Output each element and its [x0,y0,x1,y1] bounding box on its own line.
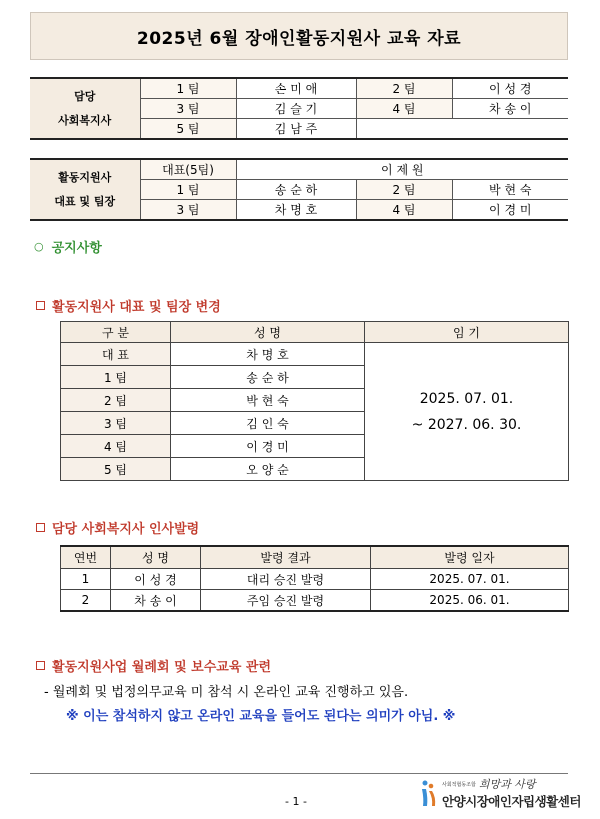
org-name: 안양시장애인자립생활센터 [442,794,581,809]
no-cell: 1 [61,569,111,590]
logo-small-text: 사회적협동조합 [442,781,476,788]
logo-slogan [442,776,535,792]
notice-heading-text: 공지사항 [51,241,102,256]
empty-cell [356,119,568,140]
org-logo [420,775,588,813]
table-row [61,343,569,366]
name-cell: 이 경 미 [171,435,365,458]
column-header: 연번 [61,546,111,569]
name-cell: 김 인 숙 [171,412,365,435]
date-cell: 2025. 06. 01. [371,590,569,612]
division-cell: 2 팀 [61,389,171,412]
title-box [30,12,568,60]
name-cell: 오 양 순 [171,458,365,481]
division-cell: 3 팀 [61,412,171,435]
column-header: 성 명 [111,546,201,569]
team-label: 5 팀 [140,119,236,140]
team-label: 2 팀 [356,180,452,200]
section1-heading-text: 활동지원사 대표 및 팀장 변경 [52,300,221,315]
term-cell [365,343,569,481]
name-cell: 송 순 하 [171,366,365,389]
team-member: 손 미 애 [236,78,356,99]
logo-mark-icon [420,779,436,807]
column-header: 임 기 [365,322,569,343]
section2-heading-text: 담당 사회복지사 인사발령 [52,522,200,537]
name-cell: 차 송 이 [111,590,201,612]
footer-divider [30,773,568,774]
term-start: 2025. 07. 01. [419,390,514,407]
section3-heading-text: 활동지원사업 월례회 및 보수교육 관련 [52,660,272,675]
team-leader: 송 순 하 [236,180,356,200]
role-line-2: 대표 및 팀장 [54,194,116,208]
division-cell: 대 표 [61,343,171,366]
circle-bullet-icon: ○ [34,240,44,253]
emphasis-note: ※ 이는 참석하지 않고 온라인 교육을 들어도 된다는 의미가 아님. ※ [66,709,456,724]
square-bullet-icon [36,523,45,532]
team-label: 3 팀 [140,99,236,119]
team-label: 3 팀 [140,200,236,221]
team-label: 1 팀 [140,78,236,99]
role-title-leader [30,159,140,220]
team-leader: 박 현 숙 [452,180,568,200]
result-cell: 대리 승진 발령 [201,569,371,590]
term-end: ~ 2027. 06. 30. [411,416,522,433]
team-member: 김 남 주 [236,119,356,140]
team-label: 4 팀 [356,200,452,221]
section2-heading [36,518,199,537]
personnel-table [60,545,569,612]
division-cell: 5 팀 [61,458,171,481]
square-bullet-icon [36,661,45,670]
column-header: 발령 결과 [201,546,371,569]
notice-heading [34,237,102,256]
team-member: 이 성 경 [452,78,568,99]
team-leader: 차 명 호 [236,200,356,221]
date-cell: 2025. 07. 01. [371,569,569,590]
role-title-social-worker [30,78,140,139]
team-label: 2 팀 [356,78,452,99]
section3-heading [36,656,271,675]
page-title: 2025년 6월 장애인활동지원사 교육 자료 [136,28,462,49]
no-cell: 2 [61,590,111,612]
name-cell: 박 현 숙 [171,389,365,412]
team-label: 4 팀 [356,99,452,119]
role-line-2: 사회복지사 [58,113,112,127]
page-number: - 1 - [285,795,307,808]
team-member: 김 슬 기 [236,99,356,119]
name-cell: 이 성 경 [111,569,201,590]
column-header: 성 명 [171,322,365,343]
team-leader: 이 경 미 [452,200,568,221]
team-label: 1 팀 [140,180,236,200]
table-row [61,569,569,590]
role-line-1: 활동지원사 [58,170,112,184]
body-text: - 월례회 및 법정의무교육 미 참석 시 온라인 교육 진행하고 있음. [44,685,409,700]
division-cell: 4 팀 [61,435,171,458]
social-worker-table [30,77,568,140]
leader-table [30,158,568,221]
column-header: 구 분 [61,322,171,343]
name-cell: 차 명 호 [171,343,365,366]
table-row [61,590,569,612]
column-header: 발령 일자 [371,546,569,569]
result-cell: 주임 승진 발령 [201,590,371,612]
role-line-1: 담당 [74,89,96,103]
leader-change-table [60,321,569,481]
rep-name: 이 제 원 [236,159,568,180]
square-bullet-icon [36,301,45,310]
division-cell: 1 팀 [61,366,171,389]
rep-label: 대표(5팀) [140,159,236,180]
team-member: 차 송 이 [452,99,568,119]
logo-slogan-text: 희망과 사랑 [478,778,536,791]
section1-heading [36,296,221,315]
